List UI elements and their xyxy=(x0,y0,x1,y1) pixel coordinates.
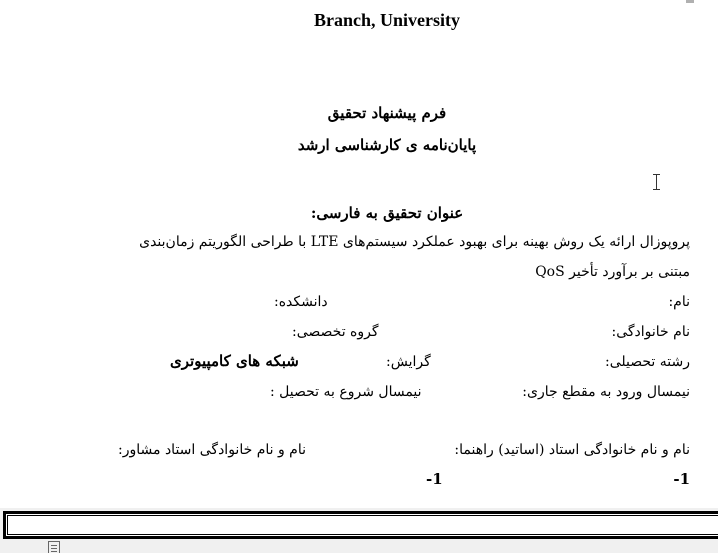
form-title: فرم پیشنهاد تحقیق xyxy=(327,104,447,122)
field-faculty-label: دانشکده: xyxy=(274,294,328,310)
field-family-label: نام خانوادگی: xyxy=(611,324,690,340)
field-orientation-label: گرایش: xyxy=(386,354,431,370)
text-cursor-icon xyxy=(652,174,662,190)
field-start-semester-label: نیمسال شروع به تحصیل : xyxy=(270,384,422,400)
title-line-1: پروپوزال ارائه یک روش بهینه برای بهبود عملکرد سیستم‌های LTE با طراحی الگوریتم زمان‌بندی xyxy=(139,234,690,250)
scroll-marker xyxy=(686,0,694,3)
advisor-item-1: 1- xyxy=(426,470,443,488)
document-stats-icon[interactable] xyxy=(48,541,60,553)
field-supervisor-label: نام و نام خانوادگی استاد (اساتید) راهنما: xyxy=(454,442,690,458)
next-page-frame[interactable] xyxy=(3,511,718,539)
field-entry-semester-label: نیمسال ورود به مقطع جاری: xyxy=(522,384,690,400)
title-label: عنوان تحقیق به فارسی: xyxy=(310,204,464,222)
title-line-2: QoS مبتنی بر برآورد تأخیر xyxy=(535,264,690,280)
header-english: Branch, University xyxy=(314,10,460,30)
form-subtitle: پایان‌نامه ی کارشناسی ارشد xyxy=(297,136,477,154)
bottom-pane xyxy=(0,508,718,553)
field-major-label: رشته تحصیلی: xyxy=(605,354,690,370)
supervisor-item-1: 1- xyxy=(673,470,690,488)
field-orientation-value: شبکه های کامپیوتری xyxy=(170,352,299,370)
field-advisor-label: نام و نام خانوادگی استاد مشاور: xyxy=(118,442,307,458)
field-dept-label: گروه تخصصی: xyxy=(292,324,379,340)
field-name-label: نام: xyxy=(668,294,690,310)
